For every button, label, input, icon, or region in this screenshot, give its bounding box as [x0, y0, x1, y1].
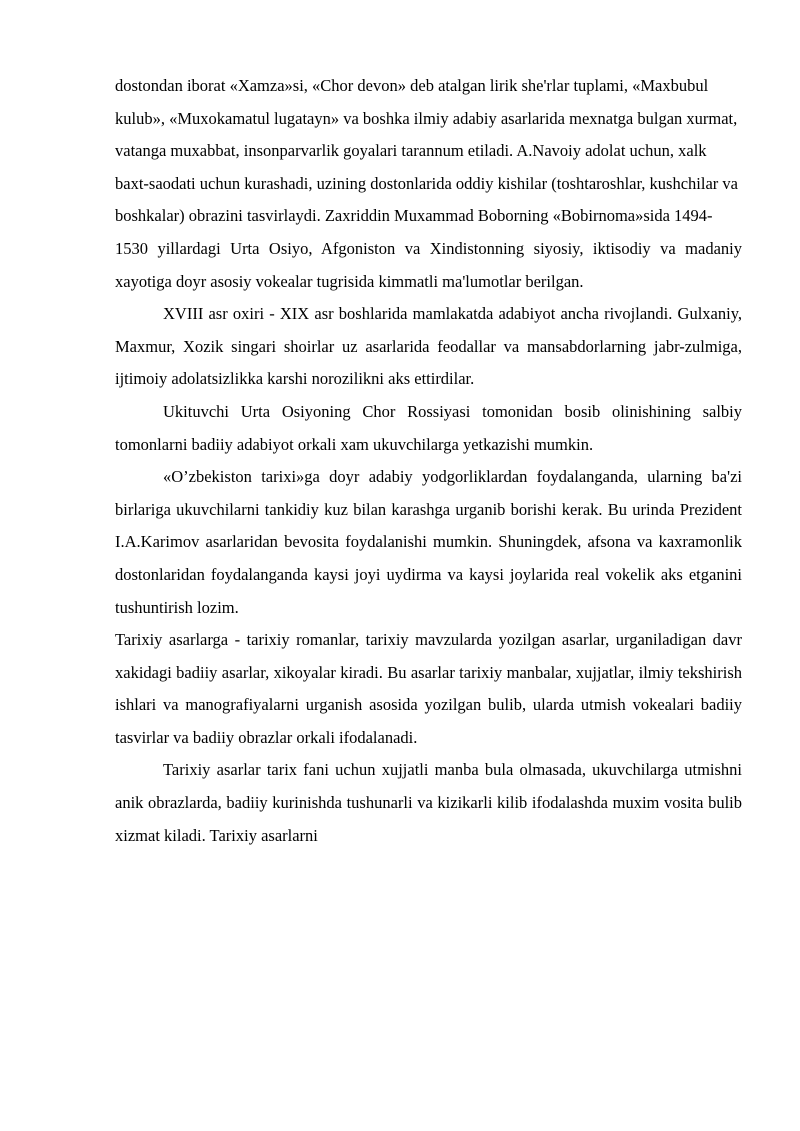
paragraph: Ukituvchi Urta Osiyoning Chor Rossiyasi tomonidan bosib olinishining salbiy tomonlarni badiiy adabiyot orkali xam ukuvchilarga yetkazishi mumkin. — [115, 401, 742, 454]
paragraph: 1530 yillardagi Urta Osiyo, Afgoniston va Xindistonning siyosiy, iktisodiy va madaniy xayotiga doyr asosiy vokealar tugrisida kimmatli ma'lumotlar berilgan. — [115, 238, 742, 291]
paragraph: Tarixiy asarlarga - tarixiy romanlar, tarixiy mavzularda yozilgan asarlar, urganiladigan davr xakidagi badiiy asarlar, xikoyalar kiradi. Bu asarlar tarixiy manbalar, xujjatlar, ilmiy tekshirish ishlari va manografiyalarni urganish asosida yozilgan bulib, ularda utmish vokealari badiiy tasvirlar va badiiy obrazlar orkali ifodalanadi. — [115, 630, 742, 747]
paragraph: XVIII asr oxiri - XIX asr boshlarida mamlakatda adabiyot ancha rivojlandi. Gulxaniy, Maxmur, Xozik singari shoirlar uz asarlarida feodallar va mansabdorlarning jabr-zulmiga, ijtimoiy adolatsizlikka karshi norozilikni aks ettirdilar. — [115, 304, 742, 389]
paragraph: «O’zbekiston tarixi»ga doyr adabiy yodgorliklardan foydalanganda, ularning ba'zi birlariga ukuvchilarni tankidiy kuz bilan karashga urganib borishi kerak. Bu urinda Prezident I.A.Karimov asarlaridan bevosita foydalanishi mumkin. Shuningdek, afsona va kaxramonlik dostonlaridan foydalanganda kaysi joyi uydirma va kaysi joylarida real vokelik aks etganini tushuntirish lozim. — [115, 467, 742, 617]
paragraph: Tarixiy asarlar tarix fani uchun xujjatli manba bula olmasada, ukuvchilarga utmishni anik obrazlarda, badiiy kurinishda tushunarli va kizikarli kilib ifodalashda muxim vosita bulib xizmat kiladi. Tarixiy asarlarni — [115, 760, 742, 845]
body-text — [115, 70, 742, 852]
paragraph: dostondan iborat «Xamza»si, «Chor devon» deb atalgan lirik she'rlar tuplami, «Maxbubul kulub», «Muxokamatul lugatayn» va boshka ilmiy adabiy asarlarida mexnatga bulgan xurmat, vatanga muxabbat, insonparvarlik goyalari tarannum etiladi. A.Navoiy adolat uchun, xalk baxt-saodati uchun kurashadi, uzining dostonlarida oddiy kishilar (toshtaroshlar, kushchilar va boshkalar) obrazini tasvirlaydi. Zaxriddin Muxammad Boborning «Bobirnoma»sida 1494- — [115, 76, 738, 226]
